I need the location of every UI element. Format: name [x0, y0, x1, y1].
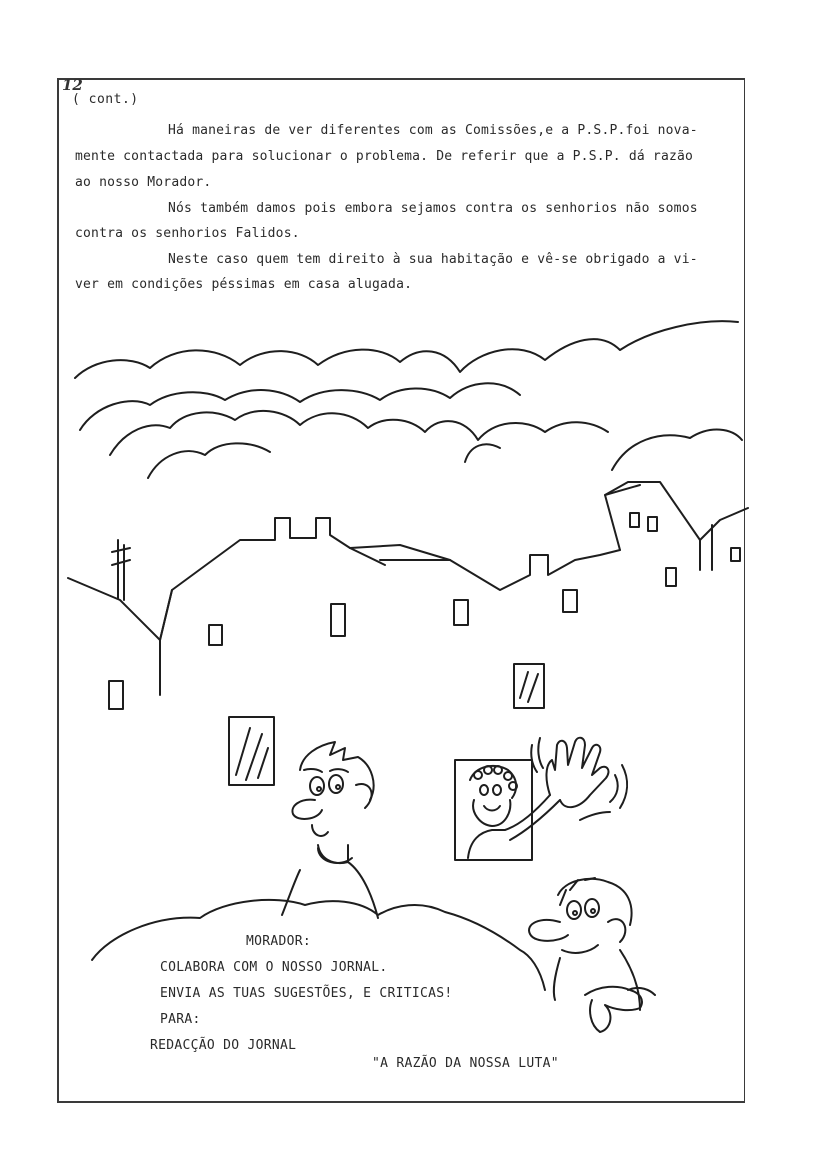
body-line-3: ao nosso Morador.	[75, 175, 212, 190]
caption-line-2: ENVIA AS TUAS SUGESTÕES, E CRITICAS!	[160, 986, 453, 1001]
caption-line-4: REDACÇÃO DO JORNAL	[150, 1038, 297, 1053]
body-line-7: ver em condições péssimas em casa alugada.	[75, 277, 413, 292]
body-line-6: Neste caso quem tem direito à sua habitação e vê-se obrigado a vi-	[168, 252, 698, 267]
caption-line-1: COLABORA COM O NOSSO JORNAL.	[160, 960, 388, 975]
waving-hand	[531, 738, 627, 820]
body-line-1: Há maneiras de ver diferentes com as Comissões,e a P.S.P.foi nova-	[168, 123, 698, 138]
continuation-label: ( cont.)	[72, 92, 139, 107]
newspaper-name: "A RAZÃO DA NOSSA LUTA"	[372, 1056, 559, 1071]
woman-in-window	[455, 760, 560, 860]
building-center	[160, 518, 620, 645]
body-line-5: contra os senhorios Falidos.	[75, 226, 300, 241]
building-right	[605, 482, 748, 586]
foreground-hill	[92, 900, 545, 990]
caption-addressee: MORADOR:	[246, 934, 312, 949]
man-right	[529, 878, 655, 1032]
man-center	[282, 742, 378, 918]
building-left	[68, 540, 160, 709]
caption-line-3: PARA:	[160, 1012, 201, 1027]
body-line-4: Nós também damos pois embora sejamos contra os senhorios não somos	[168, 201, 698, 216]
page-number: 12	[62, 76, 83, 94]
cloud-outlines	[75, 321, 742, 478]
body-line-2: mente contactada para solucionar o problema. De referir que a P.S.P. dá razão	[75, 149, 694, 164]
